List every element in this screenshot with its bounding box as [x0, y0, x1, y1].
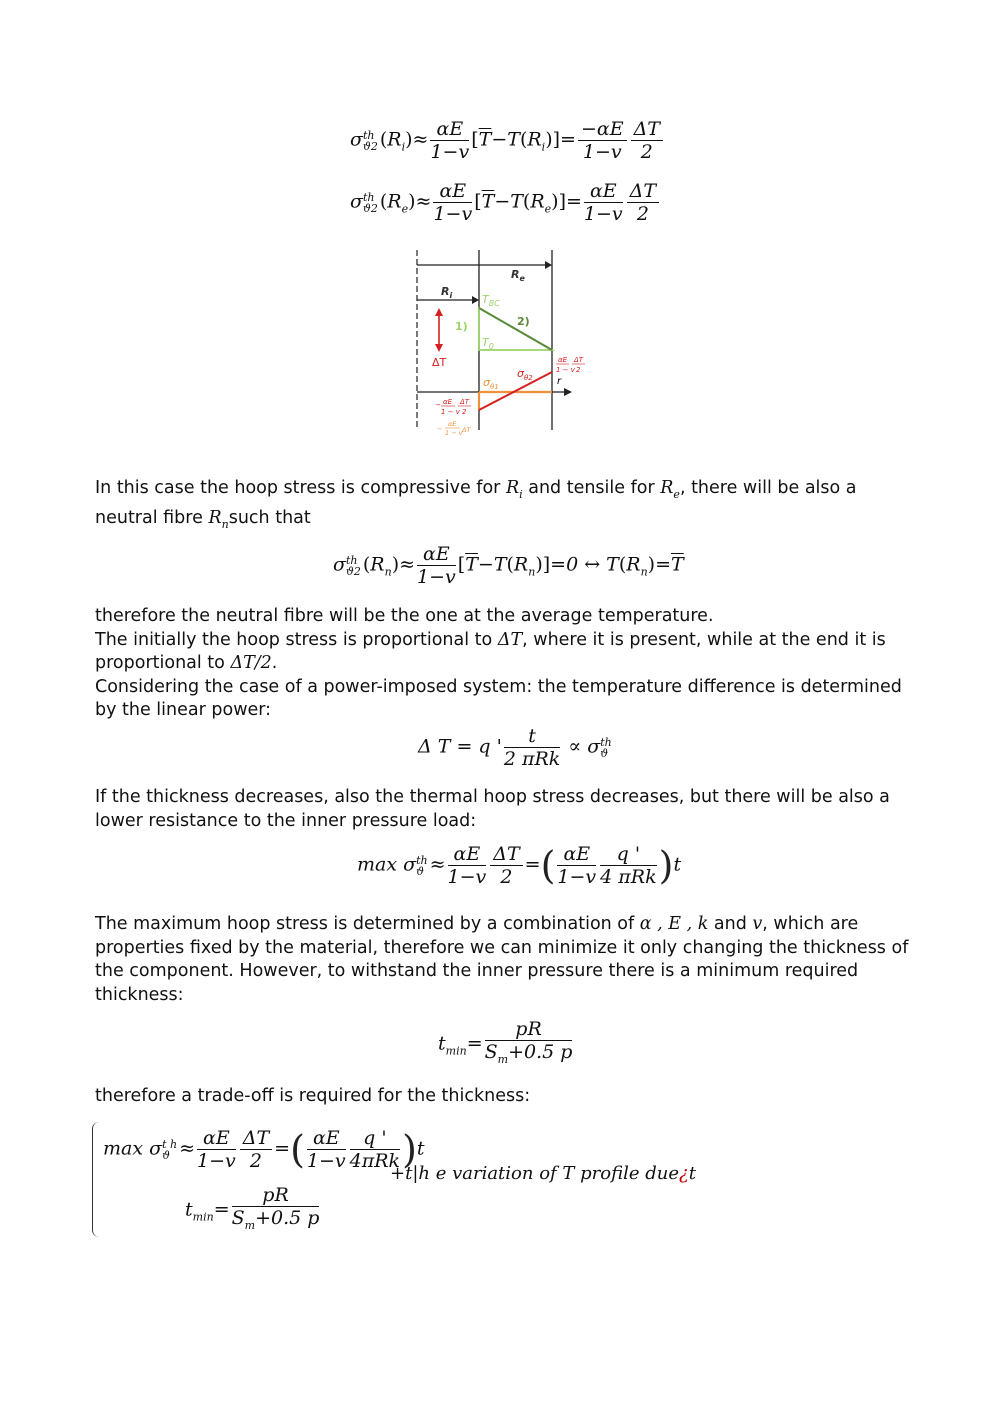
hoop-stress-profile-figure	[405, 245, 600, 440]
left-fraction-label	[435, 398, 471, 416]
r-label: r	[557, 376, 562, 387]
t0-label: $T_0$	[482, 336, 494, 351]
paragraph-thickness-decrease: If the thickness decreases, also the thermal hoop stress decreases, but there will be also a lower resistance to the inner pressure load:	[95, 787, 890, 831]
sigma-theta1-label: $\sigma_{\theta 1}$	[483, 376, 499, 391]
svg-text:1 − v: 1 − v	[445, 429, 463, 437]
paragraph-neutral-fibre: In this case the hoop stress is compressive for $R_i$ and tensile for $R_e$, there will be also a neutral fibre $R_nsuch$ that	[95, 478, 857, 531]
paragraph-max-hoop-stress: The maximum hoop stress is determined by a combination of α , E , k and v, which are properties fixed by the material, therefore we can minimize it only changing the thickness of the component. However, to withstand the inner pressure there is a minimum required thickness:	[95, 914, 909, 1005]
svg-text:ΔT: ΔT	[460, 398, 470, 406]
label-1: 1)	[455, 320, 468, 333]
paragraph-trade-off: therefore a trade-off is required for the thickness:	[95, 1086, 531, 1106]
paragraph-average-temperature: therefore the neutral fibre will be the one at the average temperature. The initially the hoop stress is proportional to ΔT, where it is present, while at the end it is proportional to ΔT/2. Considering the case of a power-imposed system: the temperature difference is determined by the linear power:	[95, 606, 902, 720]
equation-hoop-stress-re: σ th ϑ2 $(R_e)\approx$ $\frac{\alpha E}{1-v}$ $[\overline{T}-T(R_e)]=$ $\frac{\alpha E}{1-v}$ $\frac{\Delta T}{2}$	[350, 180, 661, 225]
svg-text:αE: αE	[448, 420, 457, 428]
equation-system-line2: $t_{min}=$ $\frac{pR}{S_m+0.5 p}$	[185, 1184, 320, 1232]
equation-neutral-fibre: σ th ϑ2 $(R_n)\approx$ $\frac{\alpha E}{1-v}$ $[\overline{T}-T(R_n)]=0$ ↔ $T(R_n)=\overline{T}$	[333, 543, 684, 588]
tbc-label: $T_{BC}$	[482, 293, 500, 308]
svg-text:αE: αE	[443, 398, 453, 406]
system-brace	[92, 1122, 99, 1237]
svg-text:ΔT: ΔT	[462, 426, 471, 434]
equation-t-min: $t_{min}=$ $\frac{pR}{S_m+0.5 p}$	[438, 1018, 573, 1066]
equation-system-tail: +t|h e variation of T profile due¿t	[390, 1163, 696, 1184]
svg-text:2: 2	[576, 366, 581, 374]
label-2: 2)	[517, 315, 530, 328]
svg-text:1 − v: 1 − v	[556, 366, 575, 374]
equation-max-hoop-stress: max σ th ϑ ≈ $\frac{\alpha E}{1-v}$ $\frac{\Delta T}{2}$ =( $\frac{\alpha E}{1-v}$ $\frac{q '}{\text{4 πRk}}$ )t	[357, 843, 682, 888]
ri-label: $R_i$	[441, 285, 453, 300]
svg-text:αE: αE	[558, 356, 568, 364]
left-fraction-label-2	[437, 420, 471, 437]
equation-system-line1: max σ t h ϑ ≈ $\frac{\alpha E}{1-v}$ $\frac{\Delta T}{2}$ =( $\frac{\alpha E}{1-v}$ $\frac{q '}{\text{4πRk}}$ )t	[103, 1127, 425, 1172]
sigma-theta2-label: $\sigma_{\theta 2}$	[517, 367, 533, 382]
svg-text:2: 2	[462, 408, 467, 416]
svg-text:−: −	[437, 425, 443, 433]
right-fraction-label	[556, 356, 585, 374]
equation-hoop-stress-ri: σ th ϑ2 $(R_i)\approx$ $\frac{\alpha E}{1-v}$ $[\overline{T}-T(R_i)]=$ $\frac{-\alpha E}{1-v}$ $\frac{\Delta T}{2}$	[350, 118, 665, 163]
svg-text:−: −	[435, 401, 441, 409]
svg-text:1 − v: 1 − v	[441, 408, 460, 416]
re-label: $R_e$	[511, 268, 525, 283]
delta-t-label: ΔT	[432, 356, 447, 369]
svg-text:ΔT: ΔT	[574, 356, 584, 364]
equation-delta-t: Δ T = q ' $\frac{t}{\text{2 πRk}}$ ∝ σ th ϑ	[418, 725, 612, 770]
